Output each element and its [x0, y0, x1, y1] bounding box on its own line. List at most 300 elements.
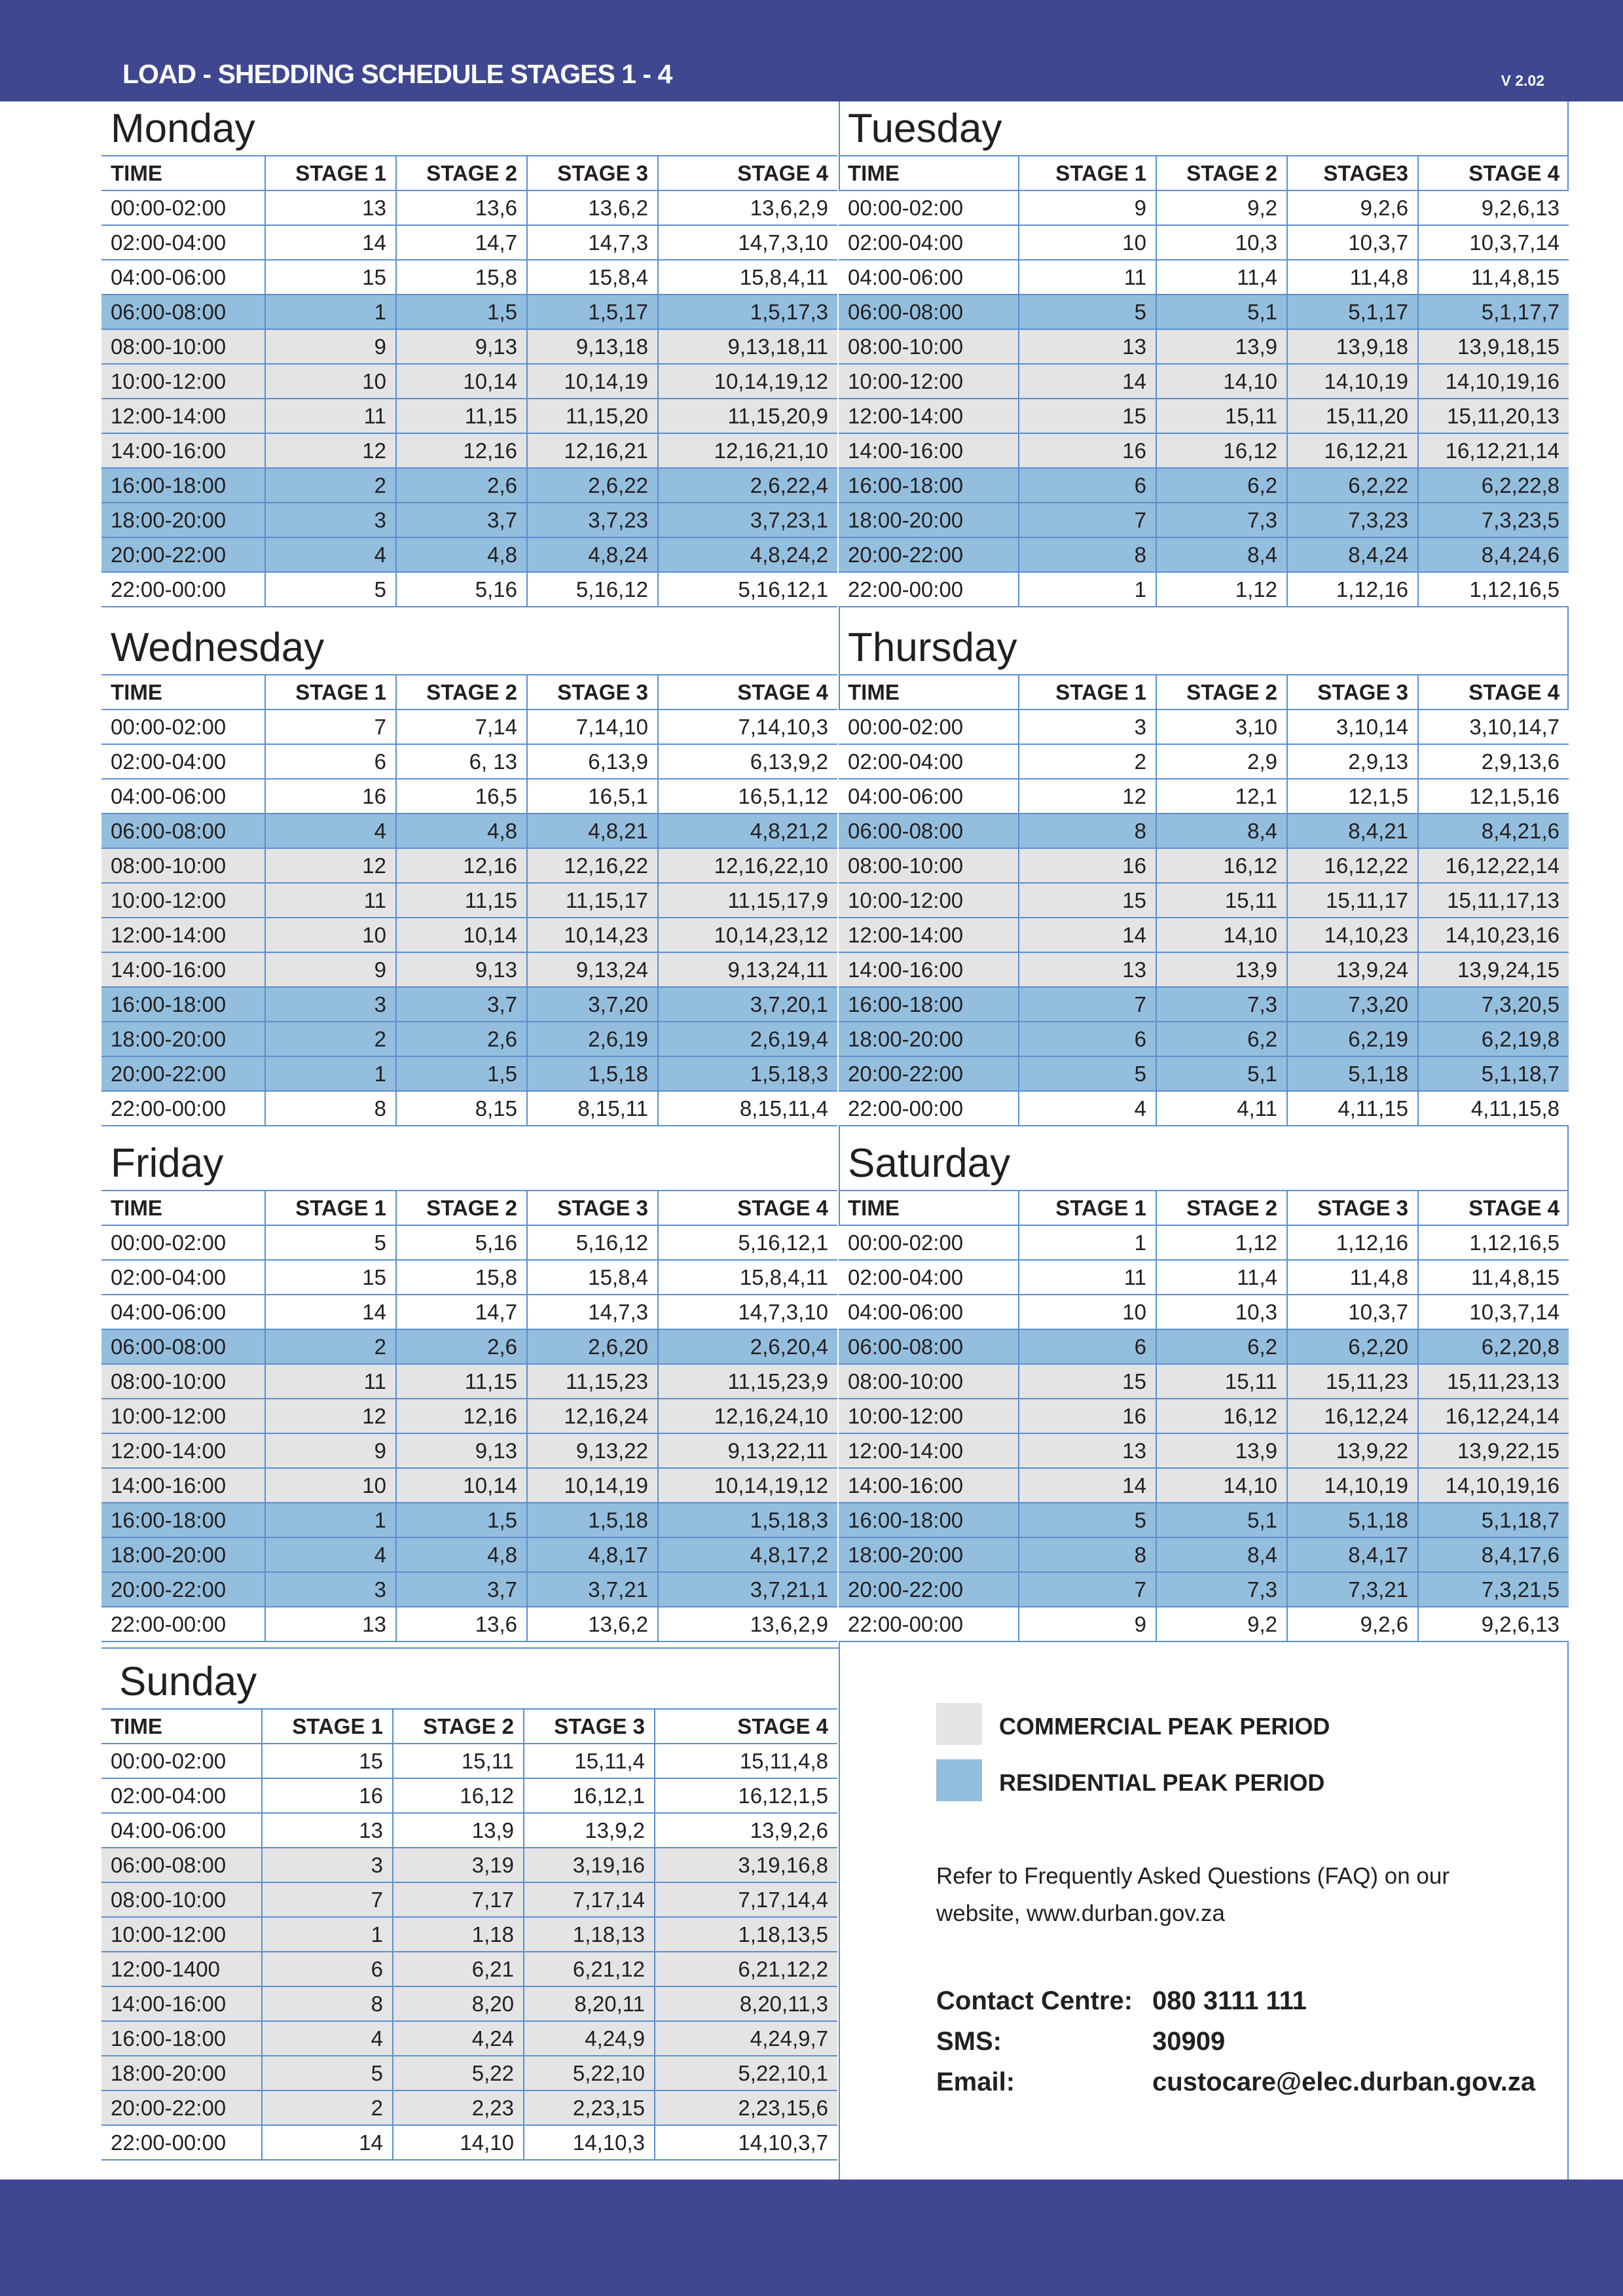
table-row: [839, 1537, 1569, 1572]
page-title: LOAD - SHEDDING SCHEDULE STAGES 1 - 4: [122, 59, 672, 89]
time-slot-cell: 06:00-08:00: [101, 814, 265, 848]
stage-2-cell: 1,5: [396, 295, 527, 329]
stage-2-cell: 4,8: [396, 537, 527, 572]
stage-4-column-header: STAGE 4: [658, 156, 837, 190]
stage-4-cell: 13,9,2,6: [655, 1813, 837, 1848]
stage-4-cell: 7,3,21,5: [1418, 1572, 1569, 1607]
stage-1-cell: 4: [265, 814, 396, 848]
table-row: [101, 883, 837, 918]
stage-2-cell: 10,14: [396, 1468, 527, 1503]
time-slot-cell: 20:00-22:00: [839, 1572, 1019, 1607]
time-slot-cell: 06:00-08:00: [839, 1329, 1019, 1364]
time-slot-cell: 18:00-20:00: [839, 1022, 1019, 1056]
stage-2-cell: 5,16: [396, 572, 527, 607]
table-row: [101, 1225, 837, 1260]
stage-3-cell: 3,7,23: [527, 503, 658, 537]
stage-1-cell: 15: [1019, 883, 1156, 918]
stage-2-cell: 5,16: [396, 1225, 527, 1260]
stage-1-cell: 11: [265, 399, 396, 433]
stage-2-cell: 11,15: [396, 399, 527, 433]
stage-1-cell: 7: [262, 1882, 393, 1917]
stage-4-cell: 7,3,23,5: [1418, 503, 1569, 537]
time-slot-cell: 14:00-16:00: [101, 433, 265, 468]
time-slot-cell: 08:00-10:00: [101, 329, 265, 364]
table-row: [839, 744, 1569, 779]
table-row: [839, 1329, 1569, 1364]
stage-1-cell: 8: [262, 1986, 393, 2021]
time-slot-cell: 22:00-00:00: [101, 2125, 262, 2160]
stage-3-cell: 13,9,22: [1287, 1433, 1418, 1468]
table-row: [839, 433, 1569, 468]
table-row: [101, 295, 837, 329]
stage-4-cell: 4,8,17,2: [658, 1537, 837, 1572]
stage-3-cell: 11,15,17: [527, 883, 658, 918]
stage-2-cell: 2,9: [1156, 744, 1287, 779]
stage-4-cell: 12,1,5,16: [1418, 779, 1569, 814]
stage-1-cell: 16: [265, 779, 396, 814]
stage-2-cell: 16,12: [1156, 848, 1287, 883]
stage-1-cell: 6: [1019, 1022, 1156, 1056]
stage-4-cell: 14,7,3,10: [658, 225, 837, 260]
stage-1-cell: 8: [265, 1091, 396, 1126]
stage-3-cell: 4,8,21: [527, 814, 658, 848]
table-row: [101, 848, 837, 883]
time-slot-cell: 22:00-00:00: [839, 1607, 1019, 1641]
stage-2-cell: 16,12: [1156, 1399, 1287, 1433]
stage-1-cell: 11: [265, 1364, 396, 1399]
stage-4-cell: 15,8,4,11: [658, 260, 837, 295]
stage-1-cell: 10: [265, 1468, 396, 1503]
stage-3-cell: 15,8,4: [527, 260, 658, 295]
stage-4-cell: 4,24,9,7: [655, 2021, 837, 2056]
stage-4-column-header: STAGE 4: [1418, 1191, 1569, 1225]
stage-3-cell: 12,16,22: [527, 848, 658, 883]
faq-line-1: Refer to Frequently Asked Questions (FAQ) on our: [936, 1863, 1450, 1889]
time-column-header: TIME: [839, 1191, 1019, 1225]
stage-3-cell: 13,9,18: [1287, 329, 1418, 364]
stage-4-cell: 8,20,11,3: [655, 1986, 837, 2021]
time-slot-cell: 14:00-16:00: [839, 1468, 1019, 1503]
stage-3-cell: 14,10,23: [1287, 918, 1418, 952]
schedule-table: [839, 155, 1569, 607]
stage-4-cell: 2,23,15,6: [655, 2090, 837, 2125]
stage-2-cell: 5,1: [1156, 295, 1287, 329]
commercial-peak-label: COMMERCIAL PEAK PERIOD: [999, 1713, 1330, 1740]
stage-4-cell: 10,14,19,12: [658, 1468, 837, 1503]
stage-1-column-header: STAGE 1: [265, 1191, 396, 1225]
stage-4-cell: 4,8,21,2: [658, 814, 837, 848]
time-slot-cell: 12:00-14:00: [839, 1433, 1019, 1468]
day-title: Friday: [111, 1141, 224, 1186]
stage-2-cell: 11,4: [1156, 1260, 1287, 1295]
stage-1-cell: 7: [265, 709, 396, 744]
stage-2-cell: 5,1: [1156, 1503, 1287, 1537]
time-slot-cell: 12:00-1400: [101, 1952, 262, 1986]
table-row: [101, 2021, 837, 2056]
stage-1-cell: 6: [1019, 468, 1156, 503]
table-row: [101, 814, 837, 848]
stage-2-cell: 5,22: [393, 2056, 524, 2090]
table-row: [101, 1778, 837, 1813]
time-slot-cell: 10:00-12:00: [101, 1917, 262, 1952]
time-column-header: TIME: [839, 156, 1019, 190]
stage-3-cell: 5,16,12: [527, 572, 658, 607]
stage-3-cell: 1,5,17: [527, 295, 658, 329]
stage-3-cell: 10,14,19: [527, 364, 658, 399]
time-slot-cell: 22:00-00:00: [839, 1091, 1019, 1126]
stage-4-cell: 16,12,22,14: [1418, 848, 1569, 883]
stage-1-cell: 14: [1019, 364, 1156, 399]
sunday-top-line: [101, 1647, 839, 1649]
stage-2-cell: 12,16: [396, 433, 527, 468]
stage-1-cell: 4: [262, 2021, 393, 2056]
stage-3-cell: 1,18,13: [524, 1917, 655, 1952]
stage-1-cell: 15: [1019, 1364, 1156, 1399]
residential-peak-swatch: [936, 1759, 982, 1801]
residential-peak-label: RESIDENTIAL PEAK PERIOD: [999, 1769, 1325, 1796]
stage-2-cell: 8,4: [1156, 1537, 1287, 1572]
stage-1-cell: 5: [1019, 1056, 1156, 1091]
table-row: [101, 1744, 837, 1778]
saturday-schedule: [839, 1138, 1569, 1642]
time-slot-cell: 16:00-18:00: [839, 468, 1019, 503]
stage-2-column-header: STAGE 2: [1156, 156, 1287, 190]
table-row: [101, 1329, 837, 1364]
stage-4-cell: 12,16,22,10: [658, 848, 837, 883]
stage-2-cell: 14,10: [393, 2125, 524, 2160]
table-row: [839, 779, 1569, 814]
stage-4-cell: 16,12,1,5: [655, 1778, 837, 1813]
time-slot-cell: 08:00-10:00: [839, 1364, 1019, 1399]
time-slot-cell: 06:00-08:00: [101, 1329, 265, 1364]
email-address[interactable]: custocare@elec.durban.gov.za: [1152, 2068, 1536, 2096]
stage-3-cell: 7,3,21: [1287, 1572, 1418, 1607]
table-row: [101, 1260, 837, 1295]
stage-4-cell: 4,11,15,8: [1418, 1091, 1569, 1126]
time-slot-cell: 04:00-06:00: [839, 260, 1019, 295]
stage-1-cell: 14: [265, 225, 396, 260]
time-slot-cell: 20:00-22:00: [839, 1056, 1019, 1091]
stage-2-cell: 4,8: [396, 1537, 527, 1572]
stage-4-cell: 14,10,19,16: [1418, 364, 1569, 399]
stage-3-cell: 5,1,18: [1287, 1056, 1418, 1091]
time-slot-cell: 08:00-10:00: [839, 329, 1019, 364]
time-slot-cell: 00:00-02:00: [839, 709, 1019, 744]
stage-1-cell: 1: [262, 1917, 393, 1952]
stage-3-cell: 1,5,18: [527, 1056, 658, 1091]
stage-4-cell: 5,22,10,1: [655, 2056, 837, 2090]
stage-3-cell: 4,11,15: [1287, 1091, 1418, 1126]
stage-1-cell: 1: [265, 1056, 396, 1091]
stage-2-cell: 16,12: [393, 1778, 524, 1813]
stage-1-cell: 3: [262, 1848, 393, 1882]
stage-4-cell: 3,7,23,1: [658, 503, 837, 537]
table-row: [101, 1952, 837, 1986]
stage-4-cell: 5,16,12,1: [658, 572, 837, 607]
stage-2-cell: 10,3: [1156, 1295, 1287, 1329]
stage-2-cell: 5,1: [1156, 1056, 1287, 1091]
stage-2-column-header: STAGE 2: [396, 1191, 527, 1225]
table-row: [101, 2090, 837, 2125]
table-row: [101, 1882, 837, 1917]
stage-3-cell: 2,6,22: [527, 468, 658, 503]
stage-3-cell: 7,3,20: [1287, 987, 1418, 1022]
stage-2-cell: 7,14: [396, 709, 527, 744]
stage-4-cell: 6,2,20,8: [1418, 1329, 1569, 1364]
day-title: Sunday: [119, 1659, 257, 1704]
stage-3-cell: 4,24,9: [524, 2021, 655, 2056]
table-row: [101, 364, 837, 399]
time-column-header: TIME: [101, 156, 265, 190]
time-slot-cell: 00:00-02:00: [101, 1225, 265, 1260]
stage-1-cell: 10: [1019, 225, 1156, 260]
stage-2-cell: 13,9: [1156, 952, 1287, 987]
stage-1-cell: 10: [265, 364, 396, 399]
stage-2-cell: 12,16: [396, 848, 527, 883]
stage-2-cell: 9,13: [396, 329, 527, 364]
stage-2-cell: 7,17: [393, 1882, 524, 1917]
stage-2-cell: 12,16: [396, 1399, 527, 1433]
stage-3-cell: 11,15,20: [527, 399, 658, 433]
stage-4-cell: 12,16,24,10: [658, 1399, 837, 1433]
table-row: [101, 1295, 837, 1329]
stage-1-cell: 12: [1019, 779, 1156, 814]
sunday-schedule: [101, 1656, 837, 2161]
stage-4-cell: 3,10,14,7: [1418, 709, 1569, 744]
stage-2-cell: 3,19: [393, 1848, 524, 1882]
time-slot-cell: 06:00-08:00: [839, 814, 1019, 848]
stage-3-cell: 14,10,19: [1287, 364, 1418, 399]
contact-centre-number[interactable]: 080 3111 111: [1152, 1986, 1307, 2015]
time-slot-cell: 20:00-22:00: [101, 2090, 262, 2125]
time-column-header: TIME: [101, 675, 265, 709]
schedule-table: [101, 1190, 837, 1642]
stage-2-cell: 1,18: [393, 1917, 524, 1952]
time-slot-cell: 20:00-22:00: [839, 537, 1019, 572]
stage-4-cell: 6,13,9,2: [658, 744, 837, 779]
stage-4-cell: 1,18,13,5: [655, 1917, 837, 1952]
time-slot-cell: 12:00-14:00: [101, 1433, 265, 1468]
stage-3-cell: 5,1,18: [1287, 1503, 1418, 1537]
stage-4-cell: 3,7,21,1: [658, 1572, 837, 1607]
stage-4-cell: 11,15,23,9: [658, 1364, 837, 1399]
time-slot-cell: 22:00-00:00: [101, 572, 265, 607]
table-row: [101, 468, 837, 503]
stage-4-cell: 6,2,19,8: [1418, 1022, 1569, 1056]
stage-4-cell: 14,7,3,10: [658, 1295, 837, 1329]
table-row: [839, 1607, 1569, 1641]
stage-1-cell: 9: [265, 1433, 396, 1468]
table-row: [839, 814, 1569, 848]
stage-1-cell: 16: [1019, 848, 1156, 883]
stage-2-cell: 15,8: [396, 260, 527, 295]
table-row: [101, 918, 837, 952]
stage-3-cell: 6,2,20: [1287, 1329, 1418, 1364]
table-row: [101, 952, 837, 987]
table-row: [101, 503, 837, 537]
header-bar: [0, 0, 1623, 101]
time-column-header: TIME: [101, 1191, 265, 1225]
stage-4-column-header: STAGE 4: [658, 675, 837, 709]
table-row: [839, 1572, 1569, 1607]
table-row: [839, 503, 1569, 537]
table-row: [839, 918, 1569, 952]
schedule-table: [101, 1708, 837, 2161]
stage-3-cell: 15,11,20: [1287, 399, 1418, 433]
stage-3-cell: 10,14,23: [527, 918, 658, 952]
stage-3-cell: 5,22,10: [524, 2056, 655, 2090]
table-row: [839, 1364, 1569, 1399]
stage-3-cell: 9,13,24: [527, 952, 658, 987]
stage-1-cell: 9: [265, 329, 396, 364]
stage-3-cell: 16,12,1: [524, 1778, 655, 1813]
stage-1-cell: 3: [265, 987, 396, 1022]
time-slot-cell: 08:00-10:00: [839, 848, 1019, 883]
stage-3-cell: 10,3,7: [1287, 1295, 1418, 1329]
table-row: [101, 744, 837, 779]
stage-2-cell: 8,15: [396, 1091, 527, 1126]
stage-1-cell: 5: [265, 1225, 396, 1260]
time-slot-cell: 04:00-06:00: [101, 779, 265, 814]
stage-4-cell: 9,13,18,11: [658, 329, 837, 364]
time-slot-cell: 22:00-00:00: [839, 572, 1019, 607]
stage-1-cell: 16: [262, 1778, 393, 1813]
time-slot-cell: 10:00-12:00: [101, 883, 265, 918]
time-slot-cell: 00:00-02:00: [839, 190, 1019, 225]
table-row: [839, 260, 1569, 295]
stage-3-cell: 5,16,12: [527, 1225, 658, 1260]
stage-3-cell: 13,9,2: [524, 1813, 655, 1848]
stage-1-cell: 9: [1019, 190, 1156, 225]
stage-3-column-header: STAGE 3: [527, 156, 658, 190]
friday-schedule: [101, 1138, 837, 1642]
stage-4-cell: 8,4,21,6: [1418, 814, 1569, 848]
stage-2-cell: 2,6: [396, 468, 527, 503]
stage-3-cell: 3,7,21: [527, 1572, 658, 1607]
stage-4-cell: 11,15,17,9: [658, 883, 837, 918]
time-slot-cell: 14:00-16:00: [101, 1468, 265, 1503]
stage-3-cell: 3,10,14: [1287, 709, 1418, 744]
time-slot-cell: 02:00-04:00: [101, 225, 265, 260]
stage-4-column-header: STAGE 4: [1418, 156, 1569, 190]
stage-4-cell: 2,6,22,4: [658, 468, 837, 503]
version-label: V 2.02: [1501, 72, 1544, 89]
table-row: [839, 468, 1569, 503]
stage-3-cell: 16,12,22: [1287, 848, 1418, 883]
stage-1-column-header: STAGE 1: [265, 675, 396, 709]
table-row: [839, 1503, 1569, 1537]
table-row: [101, 433, 837, 468]
stage-1-cell: 11: [1019, 260, 1156, 295]
time-slot-cell: 02:00-04:00: [839, 744, 1019, 779]
stage-2-cell: 6,2: [1156, 1329, 1287, 1364]
stage-2-cell: 13,6: [396, 190, 527, 225]
stage-2-cell: 4,24: [393, 2021, 524, 2056]
time-slot-cell: 08:00-10:00: [101, 848, 265, 883]
stage-2-column-header: STAGE 2: [396, 156, 527, 190]
stage-4-cell: 8,15,11,4: [658, 1091, 837, 1126]
stage-3-cell: 12,1,5: [1287, 779, 1418, 814]
stage-1-cell: 13: [262, 1813, 393, 1848]
stage-1-cell: 13: [1019, 952, 1156, 987]
time-slot-cell: 18:00-20:00: [101, 2056, 262, 2090]
table-row: [101, 572, 837, 607]
stage-1-column-header: STAGE 1: [265, 156, 396, 190]
stage-3-cell: 11,15,23: [527, 1364, 658, 1399]
table-row: [101, 225, 837, 260]
table-row: [839, 848, 1569, 883]
stage-2-cell: 9,2: [1156, 190, 1287, 225]
stage-3-cell: 15,11,23: [1287, 1364, 1418, 1399]
stage-4-cell: 6,21,12,2: [655, 1952, 837, 1986]
stage-2-cell: 14,10: [1156, 1468, 1287, 1503]
day-title: Tuesday: [848, 106, 1002, 151]
faq-line-2: website, www.durban.gov.za: [936, 1901, 1225, 1926]
time-slot-cell: 02:00-04:00: [101, 1778, 262, 1813]
stage-4-cell: 3,19,16,8: [655, 1848, 837, 1882]
stage-1-cell: 15: [1019, 399, 1156, 433]
time-slot-cell: 04:00-06:00: [101, 1813, 262, 1848]
stage-3-column-header: STAGE 3: [524, 1709, 655, 1744]
stage-1-cell: 8: [1019, 814, 1156, 848]
time-slot-cell: 04:00-06:00: [839, 779, 1019, 814]
table-row: [101, 1468, 837, 1503]
stage-3-cell: 15,8,4: [527, 1260, 658, 1295]
stage-3-cell: 14,10,19: [1287, 1468, 1418, 1503]
stage-4-cell: 16,12,21,14: [1418, 433, 1569, 468]
time-column-header: TIME: [101, 1709, 262, 1744]
stage-1-column-header: STAGE 1: [1019, 675, 1156, 709]
stage-2-cell: 11,15: [396, 883, 527, 918]
time-slot-cell: 14:00-16:00: [101, 1986, 262, 2021]
table-row: [101, 2056, 837, 2090]
schedule-table: [839, 1190, 1569, 1642]
table-row: [101, 1056, 837, 1091]
time-slot-cell: 16:00-18:00: [101, 468, 265, 503]
stage-3-cell: 4,8,17: [527, 1537, 658, 1572]
stage-1-cell: 13: [1019, 1433, 1156, 1468]
stage-4-cell: 11,4,8,15: [1418, 1260, 1569, 1295]
stage-1-cell: 14: [1019, 1468, 1156, 1503]
stage-2-cell: 13,9: [393, 1813, 524, 1848]
stage-1-cell: 9: [1019, 1607, 1156, 1641]
stage-4-cell: 1,5,18,3: [658, 1503, 837, 1537]
stage-1-cell: 2: [265, 1329, 396, 1364]
stage-3-cell: 11,4,8: [1287, 1260, 1418, 1295]
table-row: [839, 1433, 1569, 1468]
stage-3-cell: 5,1,17: [1287, 295, 1418, 329]
stage-1-cell: 2: [262, 2090, 393, 2125]
stage-1-cell: 14: [262, 2125, 393, 2160]
table-row: [101, 709, 837, 744]
stage-4-cell: 10,3,7,14: [1418, 225, 1569, 260]
monday-schedule: [101, 103, 837, 607]
table-row: [101, 1813, 837, 1848]
stage-1-cell: 2: [265, 1022, 396, 1056]
stage-4-cell: 14,10,19,16: [1418, 1468, 1569, 1503]
table-row: [839, 329, 1569, 364]
stage-4-cell: 4,8,24,2: [658, 537, 837, 572]
stage-4-cell: 15,11,4,8: [655, 1744, 837, 1778]
time-slot-cell: 04:00-06:00: [839, 1295, 1019, 1329]
table-row: [839, 1399, 1569, 1433]
stage-4-cell: 6,2,22,8: [1418, 468, 1569, 503]
stage-4-cell: 11,4,8,15: [1418, 260, 1569, 295]
table-row: [839, 190, 1569, 225]
stage-4-cell: 15,11,17,13: [1418, 883, 1569, 918]
sms-number[interactable]: 30909: [1152, 2027, 1226, 2056]
time-slot-cell: 02:00-04:00: [101, 1260, 265, 1295]
